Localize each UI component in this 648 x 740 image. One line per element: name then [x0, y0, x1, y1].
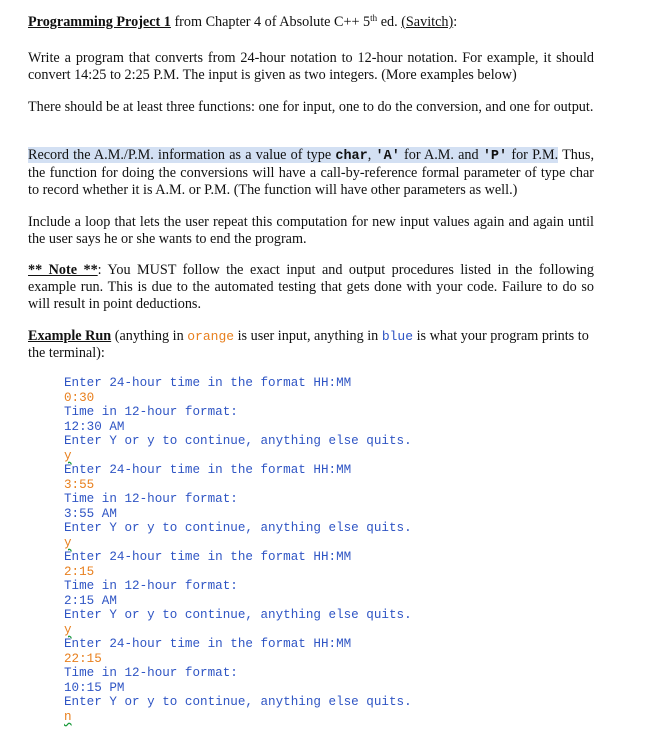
- ampm-text-mid2: for A.M. and: [399, 147, 483, 163]
- program-output-line: 3:55 AM: [64, 506, 117, 521]
- program-output-line: 10:15 PM: [64, 680, 125, 695]
- user-input-line: [64, 449, 412, 464]
- ampm-text-mid1: ,: [367, 147, 376, 163]
- author-text: (Savitch): [401, 14, 454, 30]
- user-input-line: [64, 623, 412, 638]
- paragraph-functions: There should be at least three functions: one for input, one to do the conversion, and one for output.: [28, 99, 594, 115]
- project-label: Programming Project 1: [28, 14, 171, 30]
- user-input-text: y: [64, 622, 72, 637]
- example-text-b: is user input, anything in: [234, 328, 382, 344]
- paragraph-example-intro: [28, 328, 594, 362]
- title-colon: :: [453, 14, 458, 30]
- example-text-c: is what your program prints to the terminal):: [28, 328, 589, 361]
- program-output-line: Time in 12-hour format:: [64, 492, 238, 506]
- ampm-text-pre: Record the A.M./P.M. information as a value of type: [28, 147, 336, 163]
- user-input-text: y: [64, 448, 72, 463]
- program-output-line: Time in 12-hour format:: [64, 579, 238, 593]
- user-input-line: 22:15: [64, 651, 102, 666]
- note-text: : You MUST follow the exact input and output procedures listed in the following example run. This is due to the automated testing that gets done with your code. Failure to do so will result in point deductions.: [28, 262, 594, 312]
- char-keyword: char: [335, 149, 368, 164]
- ampm-text-mid3: for P.M.: [507, 147, 559, 163]
- user-input-line: 0:30: [64, 390, 95, 405]
- user-input-line: 3:55: [64, 477, 95, 492]
- edition-superscript: th: [370, 13, 378, 23]
- example-run-label: Example Run: [28, 328, 112, 344]
- paragraph-loop: Include a loop that lets the user repeat this computation for new input values again and again until the user says he or she wants to end the program.: [28, 214, 594, 247]
- example-run-transcript: [64, 376, 412, 724]
- page-title: [28, 14, 594, 31]
- ampm-text-rest: Thus, the function for doing the conversions will have a call-by-reference formal parameter of type char to record whether it is A.M. or P.M. (The function will have other parameters as well.): [28, 147, 594, 198]
- program-output-line: Enter 24-hour time in the format HH:MM: [64, 463, 352, 477]
- char-p-literal: 'P': [482, 149, 508, 164]
- program-output-line: Enter Y or y to continue, anything else quits.: [64, 695, 412, 709]
- user-input-line: [64, 536, 412, 551]
- program-output-line: Time in 12-hour format:: [64, 666, 238, 680]
- example-text-a: (anything in: [111, 328, 188, 344]
- user-input-line: [64, 710, 412, 725]
- note-label: ** Note **: [28, 262, 98, 278]
- user-input-line: 2:15: [64, 564, 95, 579]
- program-output-line: Time in 12-hour format:: [64, 405, 238, 419]
- program-output-line: Enter Y or y to continue, anything else quits.: [64, 608, 412, 622]
- user-input-text: y: [64, 535, 72, 550]
- program-output-line: Enter 24-hour time in the format HH:MM: [64, 550, 352, 564]
- highlighted-sentence: [28, 147, 558, 163]
- blue-word: blue: [381, 329, 414, 344]
- chapter-text: from Chapter 4 of Absolute C++ 5: [170, 14, 371, 30]
- program-output-line: Enter 24-hour time in the format HH:MM: [64, 376, 352, 390]
- paragraph-intro: Write a program that converts from 24-hour notation to 12-hour notation. For example, it should convert 14:25 to 2:25 P.M. The input is given as two integers. (More examples below): [28, 50, 594, 83]
- edition-text: ed.: [377, 14, 402, 30]
- paragraph-ampm: [28, 147, 594, 199]
- program-output-line: 2:15 AM: [64, 593, 117, 608]
- program-output-line: 12:30 AM: [64, 419, 125, 434]
- char-a-literal: 'A': [375, 149, 400, 164]
- program-output-line: Enter Y or y to continue, anything else quits.: [64, 521, 412, 535]
- user-input-text: n: [64, 709, 72, 724]
- program-output-line: Enter Y or y to continue, anything else quits.: [64, 434, 412, 448]
- program-output-line: Enter 24-hour time in the format HH:MM: [64, 637, 352, 651]
- orange-word: orange: [187, 329, 235, 344]
- paragraph-note: [28, 262, 594, 313]
